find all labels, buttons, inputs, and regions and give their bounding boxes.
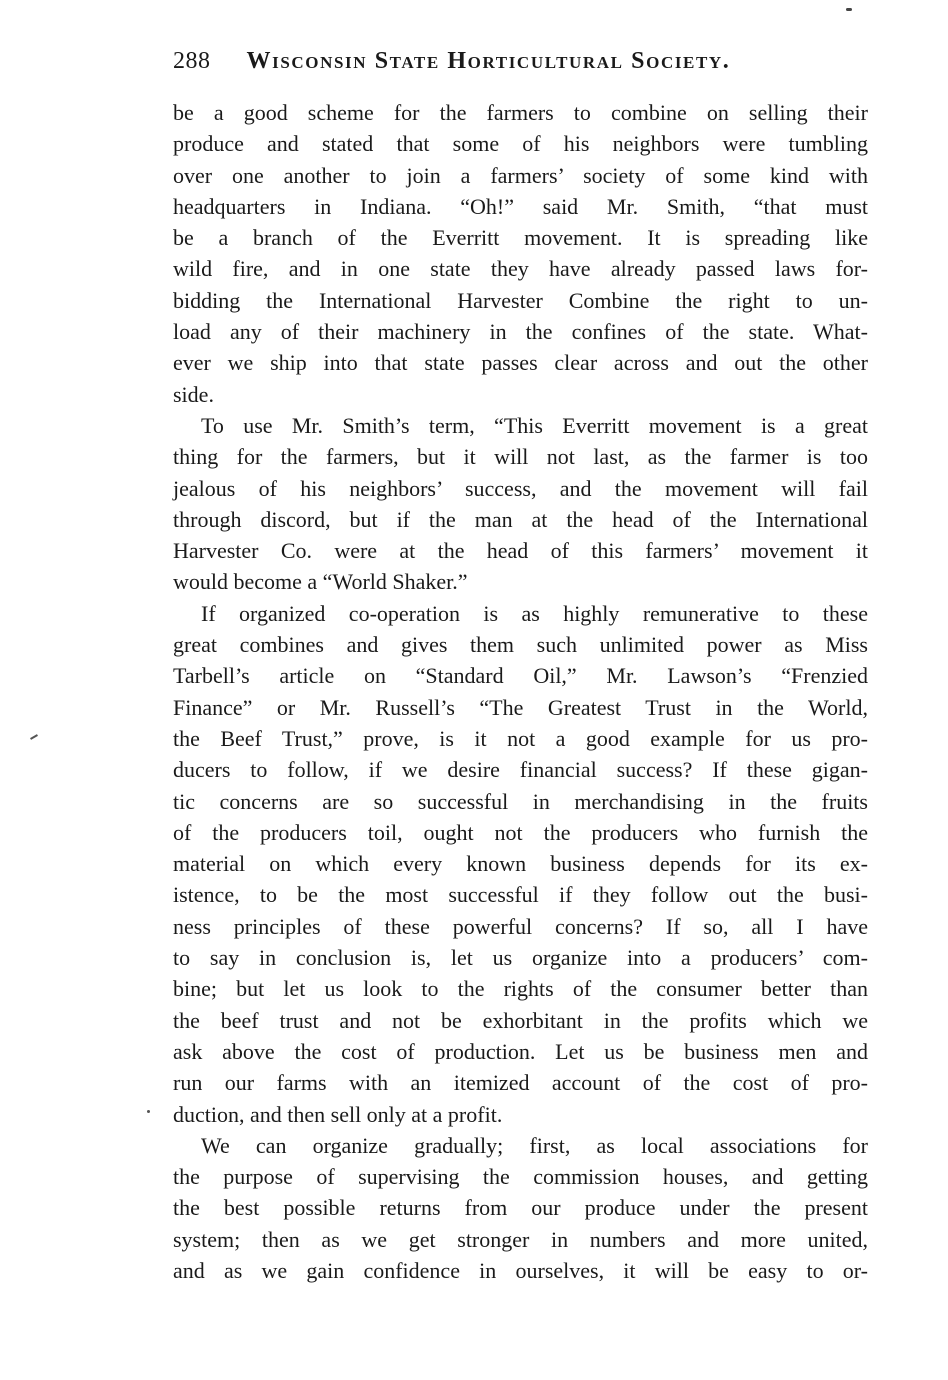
text-line: duction, and then sell only at a profit. xyxy=(173,1101,503,1127)
body-text xyxy=(173,97,868,1286)
text-line: jealous of his neighbors’ success, and the movement will fail xyxy=(173,475,868,501)
text-line: headquarters in Indiana. “Oh!” said Mr. Smith, “that must xyxy=(173,193,868,219)
text-line: material on which every known business depends for its ex- xyxy=(173,851,868,877)
text-line: run our farms with an itemized account of the cost of pro- xyxy=(173,1070,868,1096)
paragraph xyxy=(173,97,868,410)
text-line: of the producers toil, ought not the producers who furnish the xyxy=(173,819,868,845)
text-line: ness principles of these powerful concerns? If so, all I have xyxy=(173,913,868,939)
text-line: over one another to join a farmers’ society of some kind with xyxy=(173,162,868,188)
running-header xyxy=(173,44,868,78)
text-line: Harvester Co. were at the head of this farmers’ movement it xyxy=(173,538,868,564)
text-line: side. xyxy=(173,381,214,407)
text-line: ducers to follow, if we desire financial success? If these gigan- xyxy=(173,757,868,783)
text-line: the Beef Trust,” prove, is it not a good example for us pro- xyxy=(173,725,868,751)
text-line: bidding the International Harvester Combine the right to un- xyxy=(173,287,868,313)
text-line: produce and stated that some of his neighbors were tumbling xyxy=(173,131,868,157)
text-line: To use Mr. Smith’s term, “This Everritt movement is a great xyxy=(201,412,868,438)
text-line: ever we ship into that state passes clear across and out the other xyxy=(173,350,868,376)
text-line: load any of their machinery in the confines of the state. What- xyxy=(173,319,868,345)
text-line: We can organize gradually; first, as local associations for xyxy=(201,1132,868,1158)
text-line: If organized co-operation is as highly remunerative to these xyxy=(201,600,868,626)
text-line: great combines and gives them such unlimited power as Miss xyxy=(173,632,868,658)
text-line: istence, to be the most successful if they follow out the busi- xyxy=(173,882,868,908)
text-line: the purpose of supervising the commission houses, and getting xyxy=(173,1164,868,1190)
text-line: to say in conclusion is, let us organize into a producers’ com- xyxy=(173,945,868,971)
scan-speck xyxy=(147,1110,150,1113)
scan-speck xyxy=(30,734,38,740)
text-line: the best possible returns from our produce under the present xyxy=(173,1195,868,1221)
text-line: tic concerns are so successful in merchandising in the fruits xyxy=(173,788,868,814)
text-line: Tarbell’s article on “Standard Oil,” Mr. Lawson’s “Frenzied xyxy=(173,663,868,689)
text-line: would become a “World Shaker.” xyxy=(173,569,468,595)
paragraph xyxy=(173,1130,868,1286)
paragraph xyxy=(173,598,868,1130)
scan-speck xyxy=(846,8,852,11)
text-line: the beef trust and not be exhorbitant in the profits which we xyxy=(173,1007,868,1033)
paragraph xyxy=(173,410,868,598)
text-line: be a good scheme for the farmers to combine on selling their xyxy=(173,100,868,125)
text-line: through discord, but if the man at the head of the International xyxy=(173,506,868,532)
text-line: bine; but let us look to the rights of the consumer better than xyxy=(173,976,868,1002)
text-line: Finance” or Mr. Russell’s “The Greatest Trust in the World, xyxy=(173,694,868,720)
text-line: be a branch of the Everritt movement. It is spreading like xyxy=(173,225,868,251)
text-line: ask above the cost of production. Let us be business men and xyxy=(173,1038,868,1064)
running-title: Wisconsin State Horticultural Society. xyxy=(246,48,731,74)
text-line: thing for the farmers, but it will not last, as the farmer is too xyxy=(173,444,868,470)
text-line: system; then as we get stronger in numbers and more united, xyxy=(173,1226,868,1252)
page-number: 288 xyxy=(173,48,211,74)
text-line: and as we gain confidence in ourselves, it will be easy to or- xyxy=(173,1257,868,1283)
text-line: wild fire, and in one state they have already passed laws for- xyxy=(173,256,868,282)
